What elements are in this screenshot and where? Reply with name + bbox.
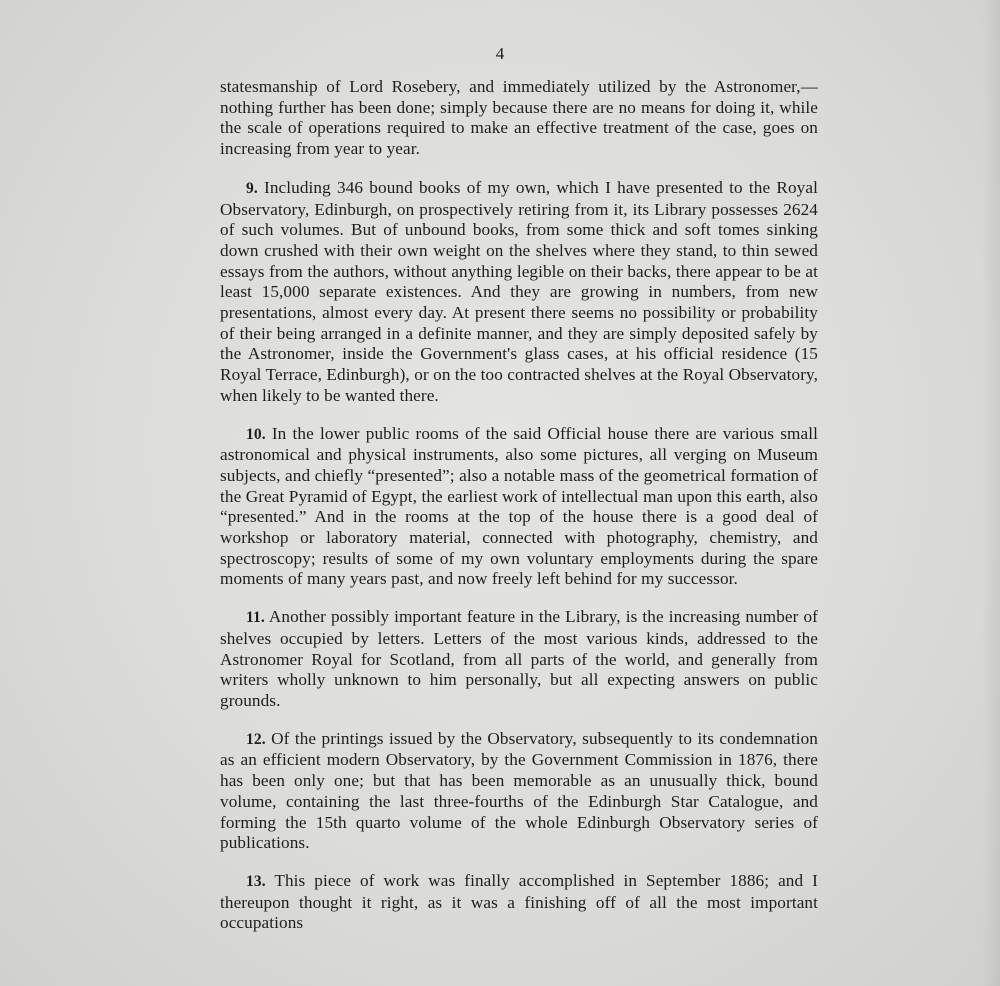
paragraph-text: This piece of work was finally accomplished in September 1886; and I thereupon thought it right, as it was a finishing off of all the most important occupations — [220, 870, 818, 933]
paragraph-text: In the lower public rooms of the said Official house there are various small astronomical and physical instruments, also some pictures, all verging on Museum subjects, and chiefly “presented”; also a notable mass of the geometrical formation of the Great Pyramid of Egypt, the earliest work of intellectual man upon this earth, also “presented.” And in the rooms at the top of the house there is a good deal of workshop or laboratory material, connected with photography, chemistry, and spectroscopy; results of some of my own voluntary employments during the spare moments of many years past, and now freely left behind for my successor. — [220, 423, 818, 589]
body-text — [220, 77, 818, 951]
paragraph-13 — [220, 871, 818, 934]
paragraph-12 — [220, 729, 818, 854]
paragraph-number: 11. — [246, 609, 265, 627]
paragraph-number: 10. — [246, 425, 266, 443]
paragraph-text: Another possibly important feature in the Library, is the increasing number of shelves occupied by letters. Letters of the most various kinds, addressed to the Astronomer Royal for Scotland, from all parts of the world, and generally from writers wholly unknown to him personally, but all expecting answers on public grounds. — [220, 607, 818, 710]
paragraph-continuation — [220, 77, 818, 160]
page-number: 4 — [495, 44, 505, 63]
paragraph-text: statesmanship of Lord Rosebery, and immediately utilized by the Astronomer,—nothing further has been done; simply because there are no means for doing it, while the scale of operations required to make an effective treatment of the case, goes on increasing from year to year. — [220, 77, 818, 159]
paragraph-10 — [220, 424, 818, 591]
paragraph-number: 13. — [246, 872, 266, 890]
paragraph-text: Of the printings issued by the Observatory, subsequently to its condemnation as an efficient modern Observatory, by the Government Commission in 1876, there has been only one; but that has been memorable as an unusually thick, bound volume, containing the last three-fourths of the Edinburgh Star Catalogue, and forming the 15th quarto volume of the whole Edinburgh Observatory series of publications. — [220, 728, 818, 853]
paragraph-11 — [220, 607, 818, 712]
paragraph-number: 9. — [246, 179, 258, 197]
paragraph-text: Including 346 bound books of my own, which I have presented to the Royal Observatory, Edinburgh, on prospectively retiring from it, its Library possesses 2624 of such volumes. But of unbound books, from some thick and soft tomes sinking down crushed with their own weight on the shelves where they stand, to thin sewed essays from the authors, without anything legible on their backs, there appear to be at least 15,000 separate existences. And they are growing in numbers, from new presentations, almost every day. At present there seems no possibility or probability of their being arranged in a definite manner, and they are simply deposited safely by the Astronomer, inside the Government's glass cases, at his official residence (15 Royal Terrace, Edinburgh), or on the too contracted shelves at the Royal Observatory, when likely to be wanted there. — [220, 177, 818, 405]
paragraph-number: 12. — [246, 730, 266, 748]
paragraph-9 — [220, 178, 818, 407]
page-edge-shadow — [982, 0, 1000, 986]
